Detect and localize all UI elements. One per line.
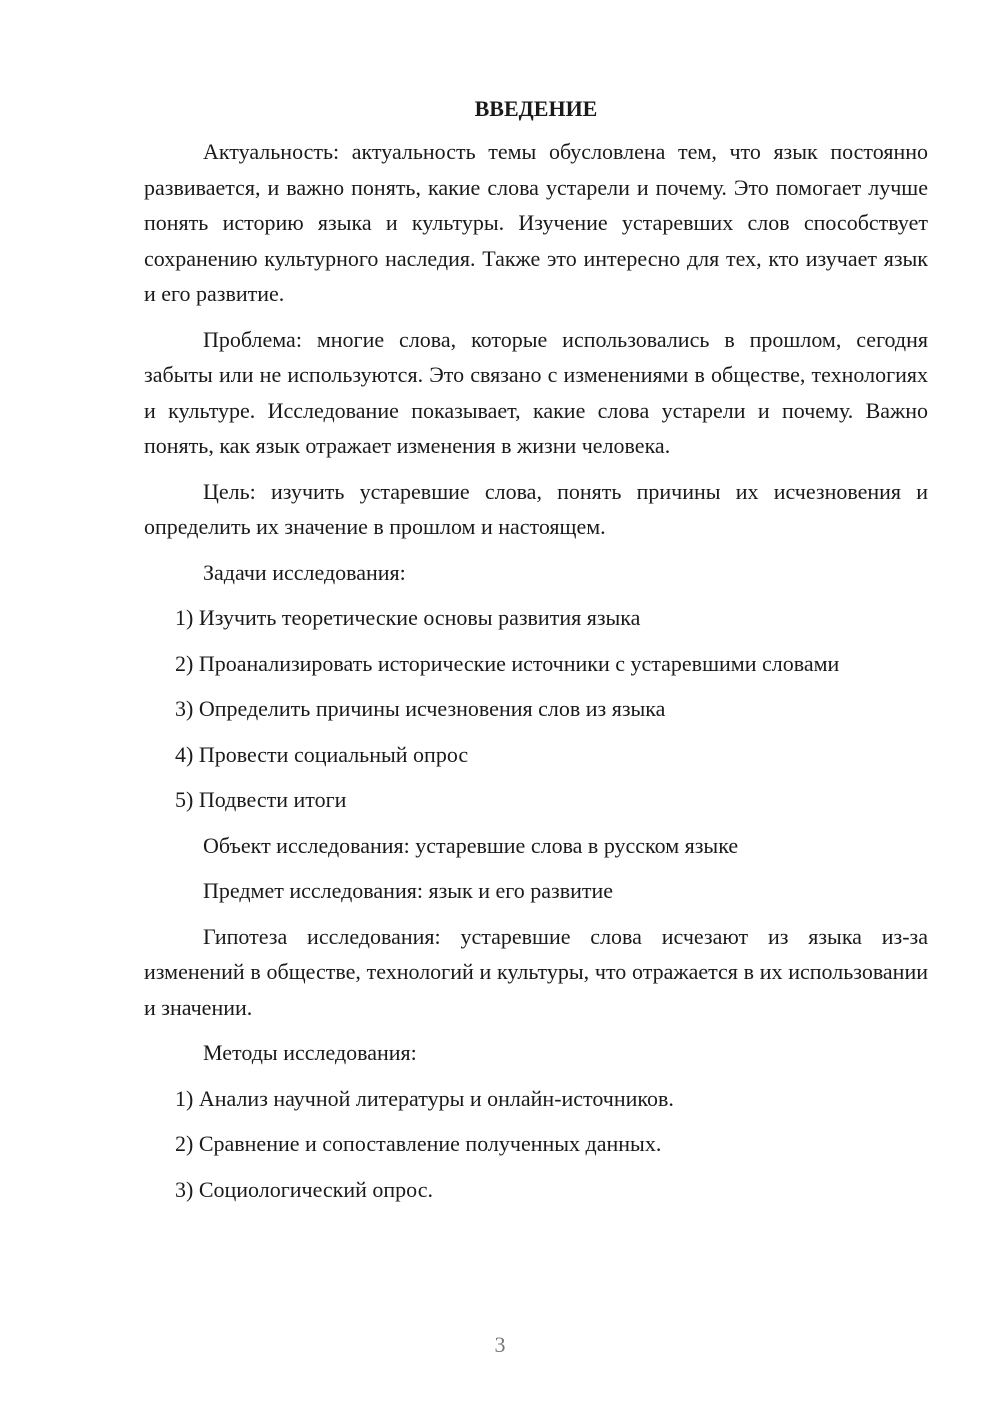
section-title: ВВЕДЕНИЕ <box>474 96 598 121</box>
list-item: 1) Изучить теоретические основы развития языка <box>175 605 641 630</box>
list-item: 3) Определить причины исчезновения слов из языка <box>175 696 666 721</box>
problem-paragraph: Проблема: многие слова, которые использовались в прошлом, сегодня забыты или не используются. Это связано с изменениями в обществе, технологиях и культуре. Исследование показывает, какие слова устарели и почему. Важно понять, как язык отражает изменения в жизни человека. <box>144 326 928 458</box>
subject-line: Предмет исследования: язык и его развитие <box>203 878 614 903</box>
relevance-paragraph: Актуальность: актуальность темы обусловлена тем, что язык постоянно развивается, и важно понять, какие слова устарели и почему. Это помогает лучше понять историю языка и культуры. Изучение устаревших слов способствует сохранению культурного наследия. Также это интересно для тех, кто изучает язык и его развитие. <box>144 139 928 306</box>
list-item: 1) Анализ научной литературы и онлайн-источников. <box>175 1085 674 1111</box>
object-line: Объект исследования: устаревшие слова в русском языке <box>203 832 739 858</box>
methods-heading: Методы исследования: <box>203 1040 417 1065</box>
list-item: 2) Проанализировать исторические источники с устаревшими словами <box>175 650 840 676</box>
tasks-list <box>144 600 928 818</box>
list-item: 5) Подвести итоги <box>175 787 347 812</box>
list-item: 3) Социологический опрос. <box>175 1176 433 1202</box>
document-page <box>144 94 928 1217</box>
list-item: 4) Провести социальный опрос <box>175 741 469 767</box>
methods-list <box>144 1081 928 1208</box>
hypothesis-paragraph: Гипотеза исследования: устаревшие слова исчезают из языка из-за изменений в обществе, технологий и культуры, что отражается в их использовании и значении. <box>144 923 928 1020</box>
page-number: 3 <box>494 1332 506 1357</box>
goal-paragraph: Цель: изучить устаревшие слова, понять причины их исчезновения и определить их значение в прошлом и настоящем. <box>144 478 928 539</box>
list-item: 2) Сравнение и сопоставление полученных данных. <box>175 1131 662 1156</box>
tasks-heading: Задачи исследования: <box>203 559 406 585</box>
